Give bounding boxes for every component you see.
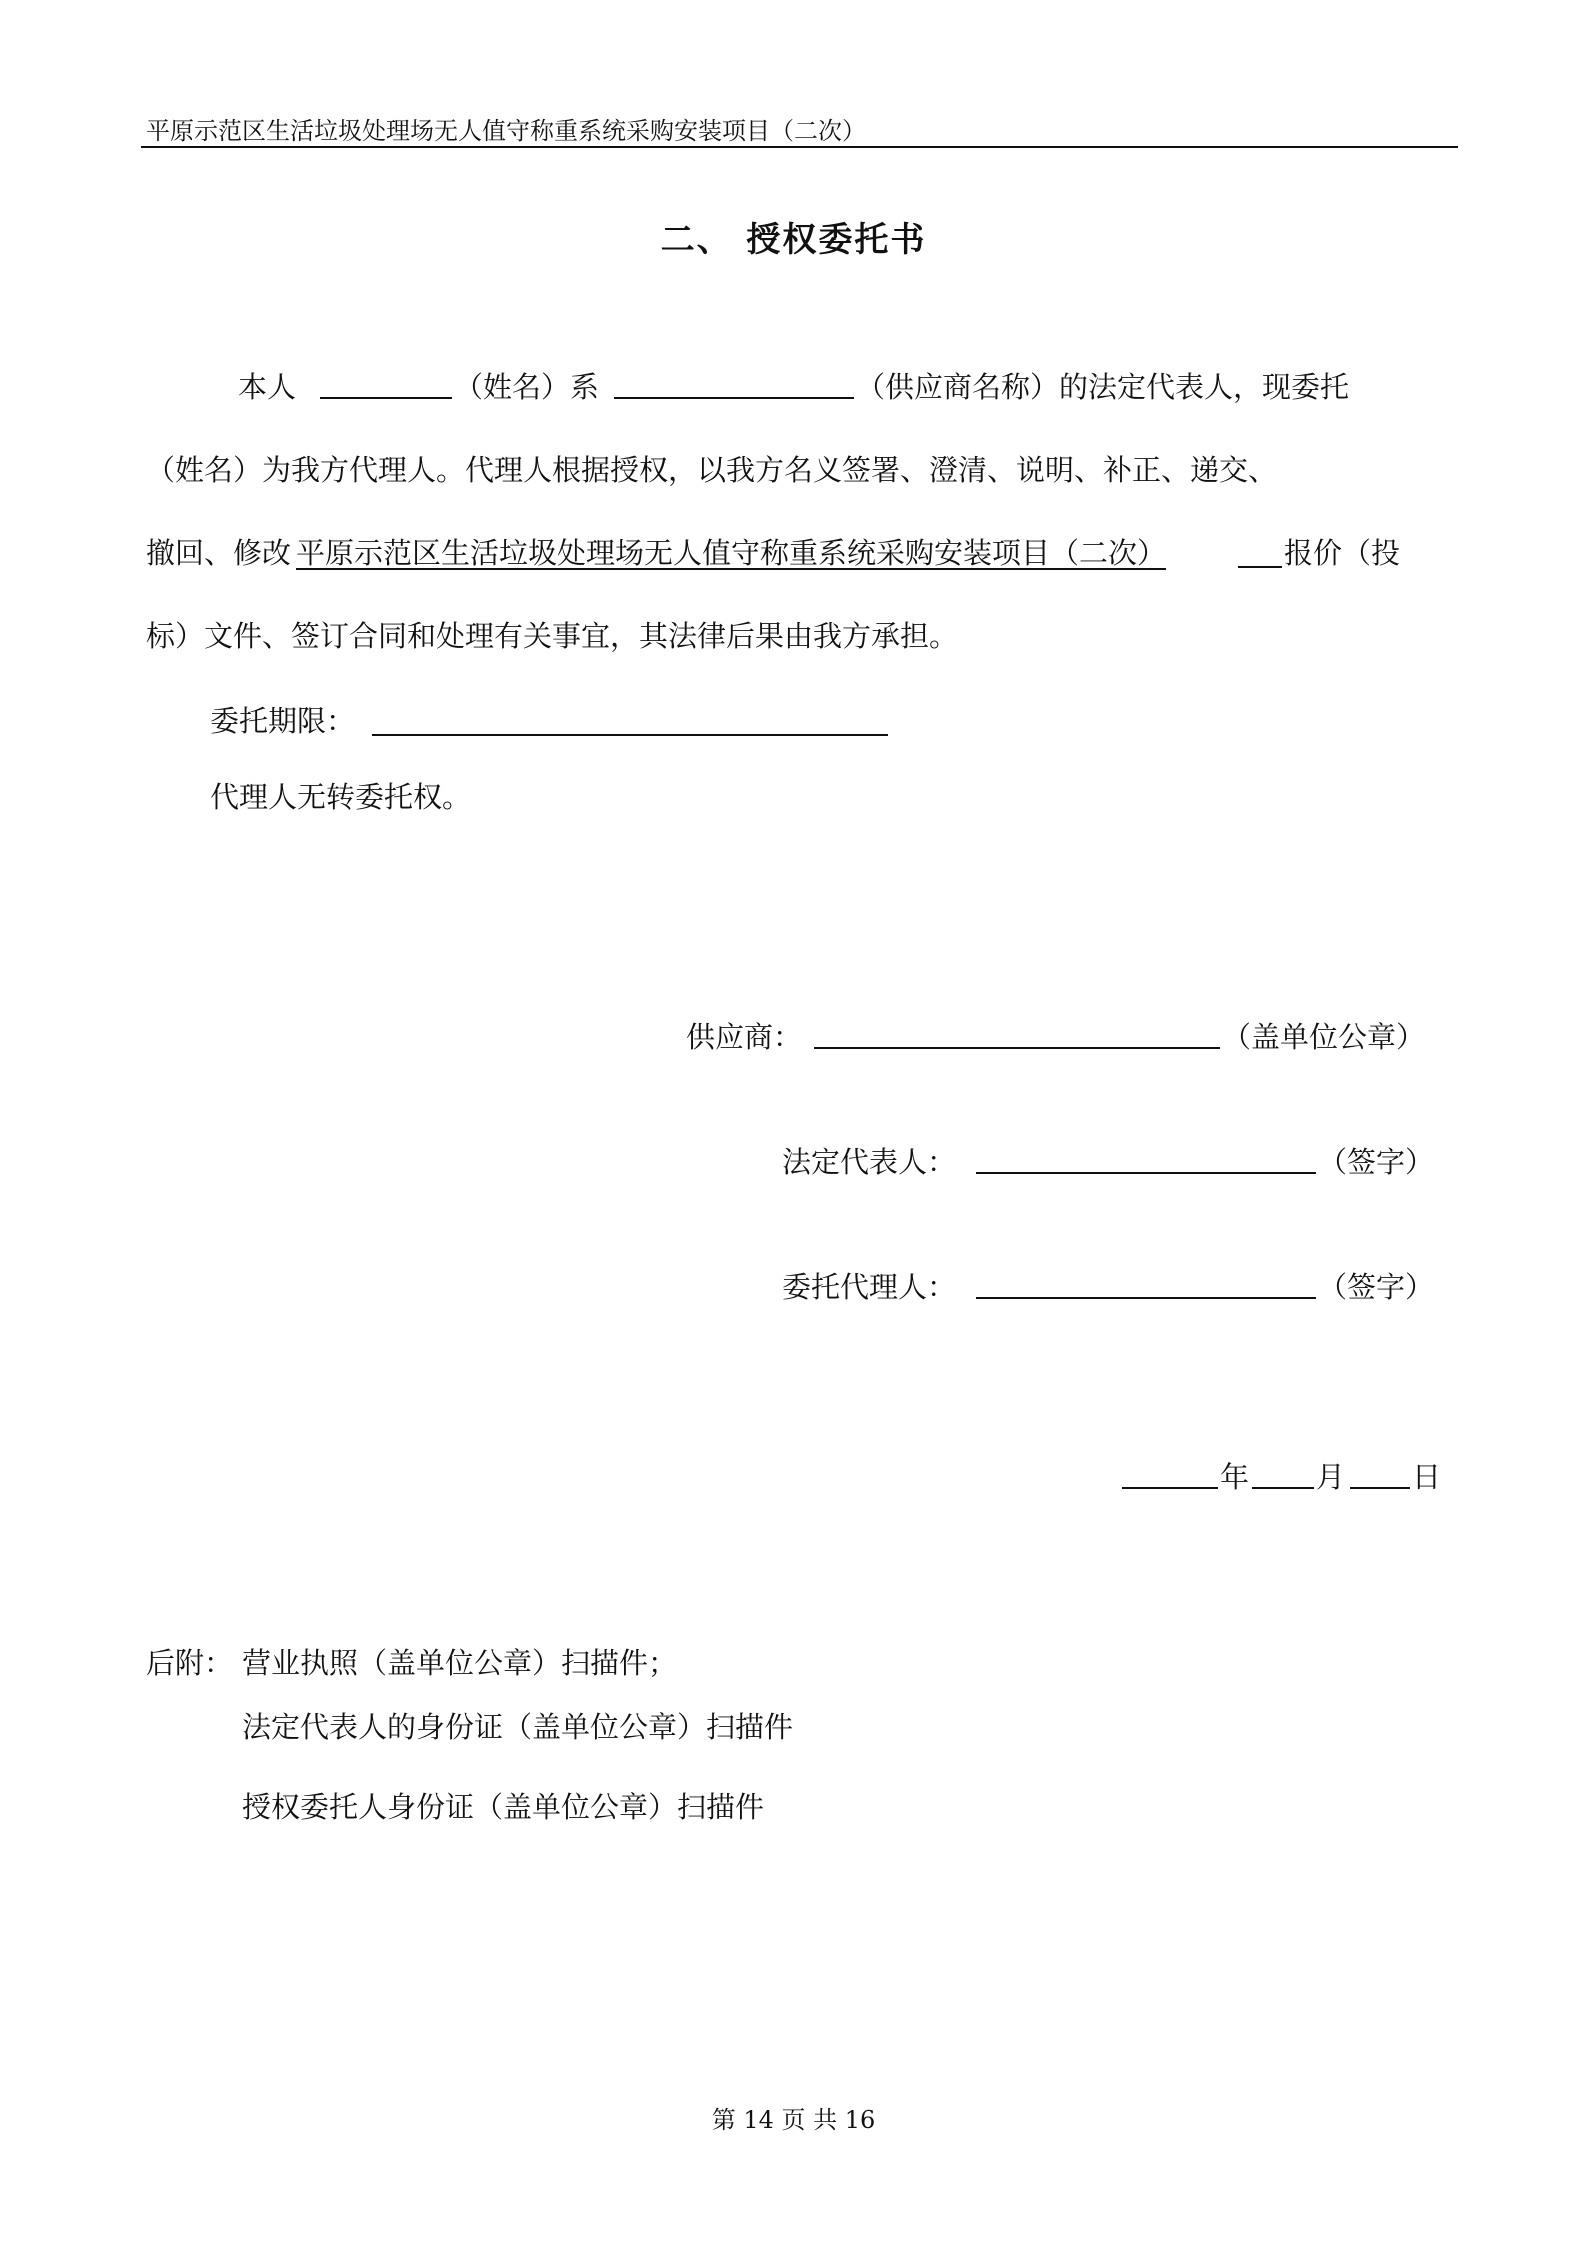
attachment-item: 营业执照（盖单位公章）扫描件； [242,1646,678,1680]
para-text-line1-end: （供应商名称）的法定代表人，现委托 [856,370,1350,404]
legal-rep-label: 法定代表人： [782,1145,957,1179]
no-subdelegation-text: 代理人无转委托权。 [210,780,472,814]
date-month: 月 [1316,1460,1346,1494]
attachment-item: 授权委托人身份证（盖单位公章）扫描件 [242,1790,765,1824]
legal-rep-signature-line [976,1172,1316,1174]
year-blank-line [1122,1487,1218,1489]
document-title: 二、 授权委托书 [660,220,927,260]
agent-signature-line [976,1297,1316,1299]
attachment-item: 法定代表人的身份证（盖单位公章）扫描件 [242,1710,794,1744]
page-number-footer: 第 14 页 共 16 [711,2106,876,2134]
project-name-line-tail [1238,566,1282,568]
para-text-benren: 本人 [238,370,297,404]
day-blank-line [1350,1487,1410,1489]
agent-sign-note: （签字） [1318,1270,1435,1304]
para-text-line2: （姓名）为我方代理人。代理人根据授权，以我方名义签署、澄清、说明、补正、递交、 [146,453,1278,487]
para-text-name-label: （姓名）系 [454,370,600,404]
supplier-name-blank-line [614,397,854,399]
date-day: 日 [1412,1460,1442,1494]
name-blank-line [320,397,452,399]
term-blank-line [372,734,888,736]
date-year: 年 [1220,1460,1250,1494]
supplier-signature-line [814,1047,1220,1049]
running-header: 平原示范区生活垃圾处理场无人值守称重系统采购安装项目（二次） [146,117,866,145]
para-text-line3-end: 报价（投 [1284,536,1401,570]
para-text-line4: 标）文件、签订合同和处理有关事宜，其法律后果由我方承担。 [146,619,959,653]
para-text-line3-start: 撤回、修改 [146,536,292,570]
project-name-underlined: 平原示范区生活垃圾处理场无人值守称重系统采购安装项目（二次） [296,536,1167,570]
agent-label: 委托代理人： [782,1270,957,1304]
term-label: 委托期限： [210,704,356,738]
month-blank-line [1252,1487,1314,1489]
supplier-seal-note: （盖单位公章） [1222,1020,1426,1054]
header-rule [141,146,1458,148]
legal-rep-sign-note: （签字） [1318,1145,1435,1179]
supplier-label: 供应商： [686,1020,803,1054]
attachments-label: 后附： [146,1646,234,1680]
